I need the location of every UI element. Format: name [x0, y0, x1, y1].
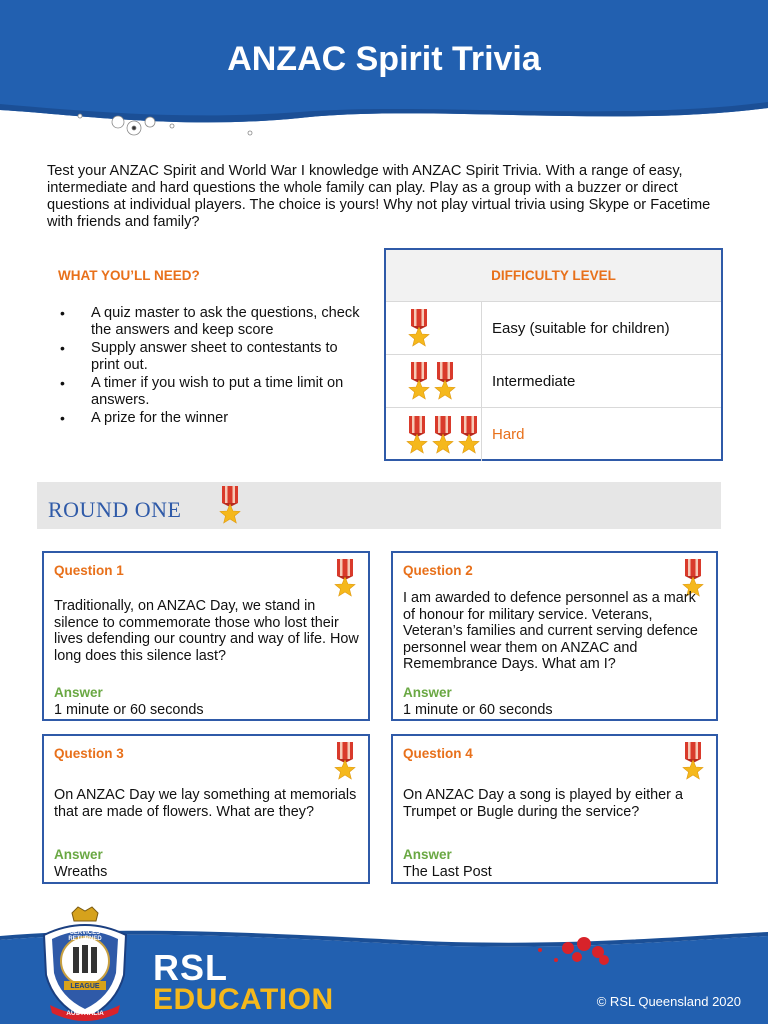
- round-title: ROUND ONE: [48, 497, 182, 522]
- page-title: ANZAC Spirit Trivia: [227, 40, 541, 78]
- medal-icon: [408, 309, 430, 347]
- svg-text:SERVICES: SERVICES: [69, 930, 101, 936]
- medal-icon: [406, 416, 428, 454]
- difficulty-label: Easy (suitable for children): [492, 319, 670, 337]
- question-label: Question 4: [403, 746, 473, 761]
- answer-text: 1 minute or 60 seconds: [403, 702, 553, 718]
- medal-icon: [682, 742, 704, 780]
- round-banner: [37, 482, 721, 529]
- medal-icon: [408, 362, 430, 400]
- question-text: Traditionally, on ANZAC Day, we stand in silence to commemorate those who lost their lives defending our country and way of life. How long does this silence last?: [54, 598, 359, 664]
- medal-icon: [334, 559, 356, 597]
- svg-text:RETURNED: RETURNED: [68, 936, 102, 942]
- header-banner: [0, 0, 768, 140]
- needs-list: [60, 305, 360, 428]
- answer-text: Wreaths: [54, 864, 108, 880]
- answer-label: Answer: [54, 685, 103, 700]
- intro-paragraph: Test your ANZAC Spirit and World War I knowledge with ANZAC Spirit Trivia. With a range of easy, intermediate and hard questions the whole family can play. Play as a group with a buzzer or direct questions at individual players. The choice is yours! Why not play virtual trivia using Skype or Facetime with friends and family?: [47, 163, 711, 230]
- question-card-3: [42, 734, 370, 884]
- list-item: • A quiz master to ask the questions, check the answers and keep score: [60, 305, 360, 339]
- difficulty-label: Intermediate: [492, 372, 576, 390]
- difficulty-table: [384, 248, 723, 461]
- difficulty-row-intermediate: [386, 355, 721, 408]
- question-card-1: [42, 551, 370, 721]
- medal-icon: [434, 362, 456, 400]
- svg-text:AUSTRALIA: AUSTRALIA: [66, 1010, 104, 1017]
- question-label: Question 2: [403, 563, 473, 578]
- question-card-4: [391, 734, 718, 884]
- brand-rsl: RSL: [153, 947, 228, 988]
- copyright-text: © RSL Queensland 2020: [596, 994, 741, 1009]
- answer-label: Answer: [54, 847, 103, 862]
- list-item: • A timer if you wish to put a time limit on answers.: [60, 375, 360, 409]
- needs-heading: WHAT YOU’LL NEED?: [58, 268, 200, 283]
- answer-label: Answer: [403, 847, 452, 862]
- answer-text: 1 minute or 60 seconds: [54, 702, 204, 718]
- question-text: I am awarded to defence personnel as a mark of honour for military service. Veterans, Veteran’s families and current serving defence personnel wear them on ANZAC and Remembrance Days. What am I?: [403, 590, 698, 672]
- difficulty-heading: DIFFICULTY LEVEL: [386, 250, 721, 302]
- question-text: On ANZAC Day we lay something at memorials that are made of flowers. What are they?: [54, 787, 357, 820]
- list-item: • A prize for the winner: [60, 410, 360, 427]
- answer-text: The Last Post: [403, 864, 492, 880]
- brand-education: EDUCATION: [153, 983, 334, 1016]
- svg-text:LEAGUE: LEAGUE: [70, 983, 100, 990]
- medal-icon: [334, 742, 356, 780]
- question-label: Question 1: [54, 563, 124, 578]
- difficulty-row-hard: [386, 408, 721, 461]
- question-text: On ANZAC Day a song is played by either a Trumpet or Bugle during the service?: [403, 787, 683, 820]
- answer-label: Answer: [403, 685, 452, 700]
- medal-icon: [432, 416, 454, 454]
- difficulty-label: Hard: [492, 426, 525, 443]
- difficulty-row-easy: [386, 302, 721, 355]
- question-card-2: [391, 551, 718, 721]
- list-item: • Supply answer sheet to contestants to print out.: [60, 340, 360, 374]
- medal-icon: [219, 486, 241, 524]
- rsl-emblem-icon: [36, 905, 134, 1023]
- question-label: Question 3: [54, 746, 124, 761]
- medal-icon: [458, 416, 480, 454]
